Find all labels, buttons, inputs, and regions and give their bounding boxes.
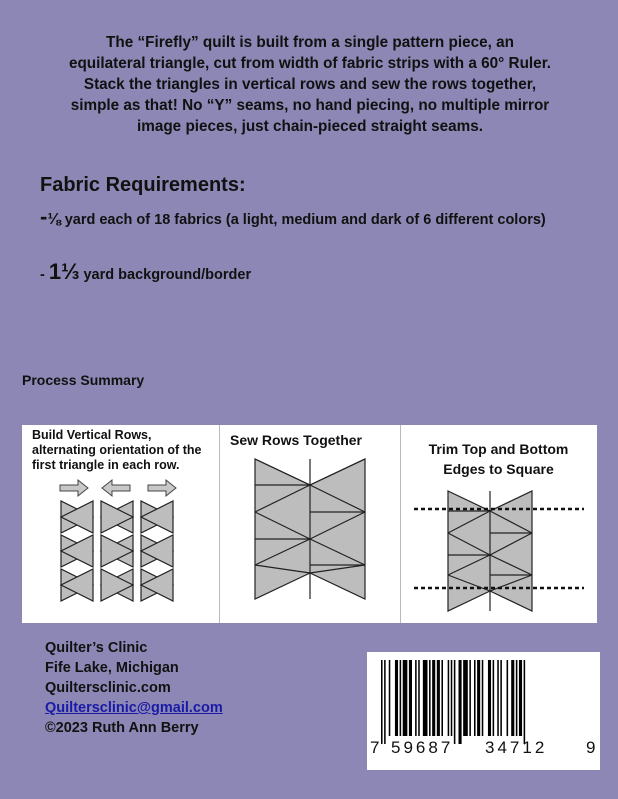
fabric-item-1-prefix: - xyxy=(40,204,48,229)
build-rows-diagram xyxy=(22,425,218,623)
intro-line: Stack the triangles in vertical rows and sew the rows together, xyxy=(83,76,537,93)
barcode-check-digit: 9 xyxy=(586,738,596,757)
right-arrow-icon xyxy=(60,480,88,496)
fabric-item-2-text: yard background/border xyxy=(79,267,252,283)
intro-line: The “Firefly” quilt is built from a single pattern piece, an xyxy=(106,34,514,51)
fabric-item-2-prefix: - xyxy=(40,267,49,283)
step-1-line: first triangle in each row. xyxy=(32,458,180,472)
barcode-bar xyxy=(454,660,456,744)
step-3-line: Trim Top and Bottom xyxy=(428,441,569,457)
barcode-bar xyxy=(432,660,435,736)
fabric-item-2 xyxy=(40,261,580,286)
process-panel xyxy=(22,425,597,623)
barcode-bar xyxy=(474,660,476,736)
fabric-item-1-text: yard each of 18 fabrics (a light, medium and dark of 6 different colors) xyxy=(60,212,546,228)
step-2-title: Sew Rows Together xyxy=(230,432,362,448)
barcode-first-digit: 7 xyxy=(370,738,380,757)
barcode-bar xyxy=(497,660,499,736)
step-sew-rows xyxy=(219,425,401,623)
barcode-bar xyxy=(488,660,491,736)
fabric-item-2-fraction: ⅓ xyxy=(61,259,80,284)
barcode-bar xyxy=(459,660,462,744)
trim-edges-diagram xyxy=(400,425,597,623)
barcode-bar xyxy=(500,660,502,736)
barcode-bar xyxy=(429,660,431,736)
copyright-notice: ©2023 Ruth Ann Berry xyxy=(45,720,199,736)
barcode-bar xyxy=(448,660,450,736)
barcode-bar xyxy=(507,660,509,736)
barcode-bar xyxy=(441,660,443,736)
barcode-bar xyxy=(381,660,383,744)
fabric-item-2-whole: 1 xyxy=(48,259,62,284)
barcode-bar xyxy=(400,660,402,736)
fabric-item-1 xyxy=(40,206,580,231)
publisher-website: Quiltersclinic.com xyxy=(45,680,171,696)
right-arrow-icon xyxy=(148,480,176,496)
barcode-bar xyxy=(511,660,514,736)
barcode-bar xyxy=(415,660,417,736)
step-3-line: Edges to Square xyxy=(443,461,554,477)
barcode-bar xyxy=(423,660,428,736)
barcode-bar xyxy=(469,660,471,736)
barcode-bar xyxy=(477,660,480,736)
publisher-email-link[interactable]: Quiltersclinic@gmail.com xyxy=(45,700,223,716)
sew-rows-diagram xyxy=(220,425,400,623)
step-1-line: Build Vertical Rows, xyxy=(32,428,152,442)
barcode-bar xyxy=(384,660,386,744)
barcode-bar xyxy=(482,660,484,736)
barcode-bar xyxy=(389,660,391,736)
publisher-info xyxy=(45,638,223,738)
barcode-right-group: 34712 xyxy=(485,738,548,757)
barcode-bar xyxy=(437,660,440,736)
step-1-line: alternating orientation of the xyxy=(32,443,202,457)
intro-line: image pieces, just chain-pieced straight seams. xyxy=(136,118,483,135)
publisher-location: Fife Lake, Michigan xyxy=(45,660,179,676)
fabric-requirements-heading: Fabric Requirements: xyxy=(40,174,246,196)
barcode-bar xyxy=(493,660,495,736)
step-build-rows xyxy=(22,425,218,623)
barcode-bar xyxy=(451,660,453,736)
fabric-item-1-fraction: ⅛ xyxy=(47,211,61,228)
barcode-bar xyxy=(516,660,518,736)
intro-paragraph xyxy=(60,32,560,137)
publisher-name: Quilter’s Clinic xyxy=(45,640,148,656)
left-arrow-icon xyxy=(102,480,130,496)
barcode-left-group: 59687 xyxy=(391,738,454,757)
barcode-bar xyxy=(519,660,522,736)
barcode-bar xyxy=(524,660,526,744)
barcode-digits xyxy=(367,738,600,762)
barcode-bar xyxy=(403,660,408,736)
barcode-bar xyxy=(418,660,420,736)
intro-line: simple as that! No “Y” seams, no hand piecing, no multiple mirror xyxy=(70,97,550,114)
process-summary-heading: Process Summary xyxy=(22,372,145,388)
barcode-bar xyxy=(409,660,412,736)
barcode xyxy=(367,652,600,770)
step-trim-edges xyxy=(400,425,597,623)
barcode-bar xyxy=(463,660,468,736)
intro-line: equilateral triangle, cut from width of fabric strips with a 60° Ruler. xyxy=(68,55,552,72)
barcode-bar xyxy=(395,660,398,736)
